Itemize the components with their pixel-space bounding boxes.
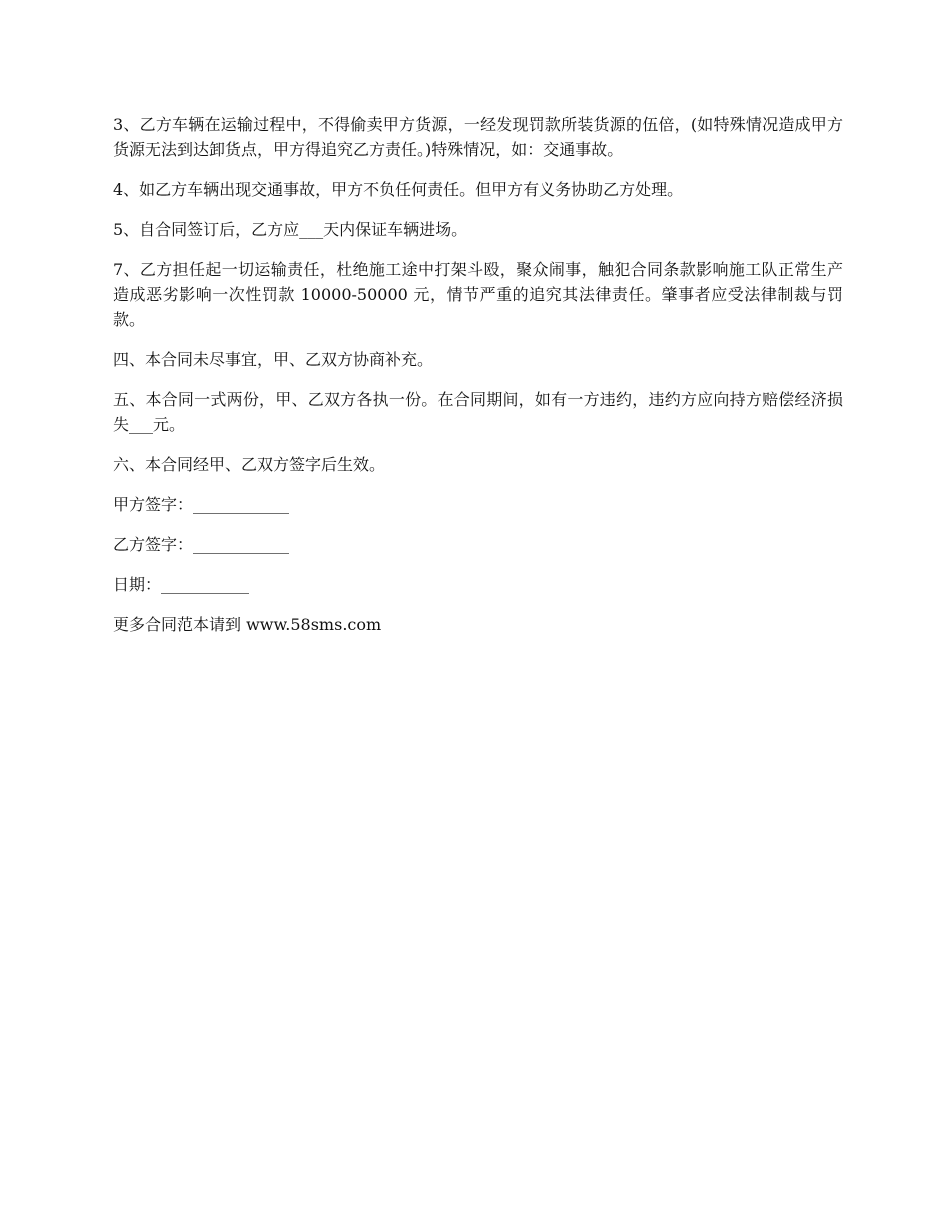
section-4: 四、本合同未尽事宜，甲、乙双方协商补充。 bbox=[113, 350, 434, 369]
footer-link-text: 更多合同范本请到 www.58sms.com bbox=[113, 615, 382, 634]
clause-4: 4、如乙方车辆出现交通事故，甲方不负任何责任。但甲方有义务协助乙方处理。 bbox=[113, 180, 684, 199]
clause-5: 5、自合同签订后，乙方应___天内保证车辆进场。 bbox=[113, 220, 468, 239]
section-5: 五、本合同一式两份，甲、乙双方各执一份。在合同期间，如有一方违约，违约方应向持方赔偿经济损失___元。 bbox=[113, 390, 843, 434]
party-a-signature: 甲方签字：____________ bbox=[113, 495, 290, 514]
document-page bbox=[113, 112, 843, 637]
clause-3: 3、乙方车辆在运输过程中，不得偷卖甲方货源，一经发现罚款所装货源的伍倍，(如特殊情况造成甲方货源无法到达卸货点，甲方得追究乙方责任。)特殊情况，如：交通事故。 bbox=[113, 115, 843, 159]
section-6: 六、本合同经甲、乙双方签字后生效。 bbox=[113, 455, 386, 474]
party-b-signature: 乙方签字：____________ bbox=[113, 535, 290, 554]
clause-7: 7、乙方担任起一切运输责任，杜绝施工途中打架斗殴，聚众闹事，触犯合同条款影响施工队正常生产造成恶劣影响一次性罚款 10000-50000 元，情节严重的追究其法律责任。肇事者应受法律制裁与罚款。 bbox=[113, 260, 843, 329]
date-line: 日期：___________ bbox=[113, 575, 250, 594]
